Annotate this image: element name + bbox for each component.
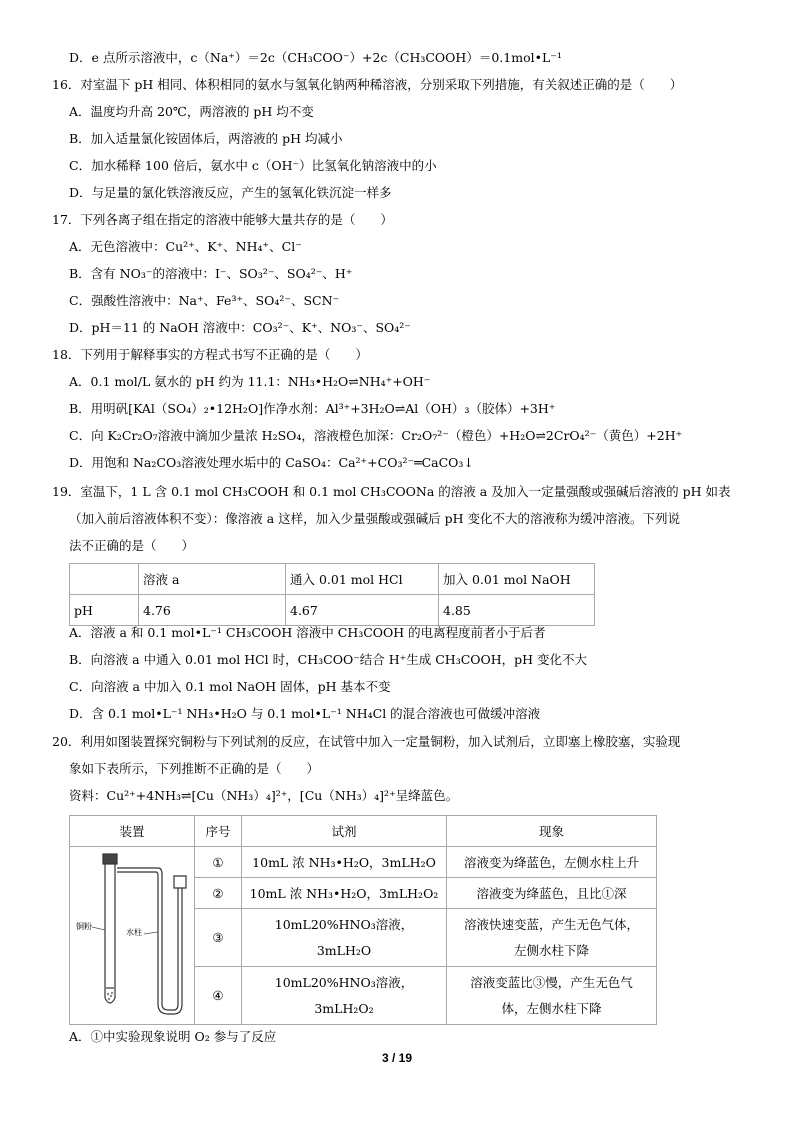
q19-stem-2: （加入前后溶液体积不变）：像溶液 a 这样，加入少量强酸或强碱后 pH 变化不大的溶液称为缓冲溶液。下列说: [69, 511, 681, 526]
exp-row-number: ①: [195, 847, 242, 878]
apparatus-cell: [70, 847, 195, 1025]
exp-reagent: 10mL 浓 NH₃•H₂O，3mLH₂O₂: [242, 878, 447, 909]
q20-stem-2: 象如下表所示，下列推断不正确的是（ ）: [69, 761, 320, 776]
q19-option-a: A．溶液 a 和 0.1 mol•L⁻¹ CH₃COOH 溶液中 CH₃COOH 的电离程度前者小于后者: [69, 625, 546, 640]
exp-reagent-cell: [242, 967, 447, 1025]
q19-option-d: D．含 0.1 mol•L⁻¹ NH₃•H₂O 与 0.1 mol•L⁻¹ NH₄Cl 的混合溶液也可做缓冲溶液: [69, 706, 541, 721]
q18-option-d: D．用饱和 Na₂CO₃溶液处理水垢中的 CaSO₄：Ca²⁺+CO₃²⁻═CaCO₃↓: [69, 455, 474, 470]
exp-observation: 左侧水柱下降: [513, 942, 589, 958]
exp-reagent: 10mL20%HNO₃溶液，: [274, 974, 414, 990]
q20-option-a: A．①中实验现象说明 O₂ 参与了反应: [69, 1029, 277, 1044]
exp-observation: 溶液变蓝比③慢，产生无色气: [470, 974, 633, 990]
q20-stem-1: 20．利用如图装置探究铜粉与下列试剂的反应，在试管中加入一定量铜粉，加入试剂后，立即塞上橡胶塞，实验现: [52, 734, 681, 749]
q19-option-b: B．向溶液 a 中通入 0.01 mol HCl 时，CH₃COO⁻结合 H⁺生成 CH₃COOH，pH 变化不大: [69, 652, 588, 667]
exp-observation: 溶液快速变蓝，产生无色气体，: [463, 916, 639, 932]
water-column-label: 水柱: [126, 928, 142, 937]
q19-stem-1: 19．室温下，1 L 含 0.1 mol CH₃COOH 和 0.1 mol CH₃COONa 的溶液 a 及加入一定量强酸或强碱后溶液的 pH 如表: [52, 484, 731, 499]
q18-stem: 18．下列用于解释事实的方程式书写不正确的是（ ）: [52, 347, 368, 362]
ph-table-cell: 4.67: [286, 595, 439, 626]
q20-reference: 资料：Cu²⁺+4NH₃⇌[Cu（NH₃）₄]²⁺，[Cu（NH₃）₄]²⁺呈绛蓝色。: [69, 788, 459, 803]
ph-table-header: 加入 0.01 mol NaOH: [439, 564, 595, 595]
exp-row-number: ②: [195, 878, 242, 909]
q19-option-c: C．向溶液 a 中加入 0.1 mol NaOH 固体，pH 基本不变: [69, 679, 391, 694]
exp-observation: 体，左侧水柱下降: [501, 1000, 602, 1016]
exp-reagent: 3mLH₂O: [316, 942, 372, 958]
q18-option-a: A．0.1 mol/L 氨水的 pH 约为 11.1：NH₃•H₂O⇌NH₄⁺+OH⁻: [69, 374, 431, 389]
exp-observation: 溶液变为绛蓝色，且比①深: [447, 878, 657, 909]
exp-reagent: 10mL 浓 NH₃•H₂O，3mLH₂O: [242, 847, 447, 878]
exp-observation-cell: [447, 909, 657, 967]
exp-reagent: 10mL20%HNO₃溶液，: [274, 916, 414, 932]
exp-table-header: 装置: [70, 816, 195, 847]
q19-stem-3: 法不正确的是（ ）: [69, 538, 195, 553]
q17-stem: 17．下列各离子组在指定的溶液中能够大量共存的是（ ）: [52, 212, 393, 227]
q17-option-c: C．强酸性溶液中：Na⁺、Fe³⁺、SO₄²⁻、SCN⁻: [69, 293, 340, 308]
q16-stem: 16．对室温下 pH 相同、体积相同的氨水与氢氧化钠两种稀溶液，分别采取下列措施，有关叙述正确的是（ ）: [52, 77, 683, 92]
q16-option-d: D．与足量的氯化铁溶液反应，产生的氢氧化铁沉淀一样多: [69, 185, 392, 200]
exp-table-header: 序号: [195, 816, 242, 847]
ph-table-rowlabel: pH: [70, 595, 139, 626]
exp-observation-cell: [447, 967, 657, 1025]
ph-table: [69, 563, 595, 626]
q18-option-c: C．向 K₂Cr₂O₇溶液中滴加少量浓 H₂SO₄，溶液橙色加深：Cr₂O₇²⁻（橙色）+H₂O⇌2CrO₄²⁻（黄色）+2H⁺: [69, 428, 683, 443]
exp-table-header: 现象: [447, 816, 657, 847]
page-number: 3 / 19: [381, 1051, 413, 1065]
q17-option-d: D．pH＝11 的 NaOH 溶液中：CO₃²⁻、K⁺、NO₃⁻、SO₄²⁻: [69, 320, 411, 335]
experiment-table: [69, 815, 657, 1025]
exp-row-number: ④: [195, 967, 242, 1025]
q17-option-b: B．含有 NO₃⁻的溶液中：I⁻、SO₃²⁻、SO₄²⁻、H⁺: [69, 266, 353, 281]
exp-table-header: 试剂: [242, 816, 447, 847]
exp-row-number: ③: [195, 909, 242, 967]
exp-reagent-cell: [242, 909, 447, 967]
q16-option-a: A．温度均升高 20℃，两溶液的 pH 均不变: [69, 104, 314, 119]
ph-table-cell: 4.85: [439, 595, 595, 626]
q17-option-a: A．无色溶液中：Cu²⁺、K⁺、NH₄⁺、Cl⁻: [69, 239, 302, 254]
exp-reagent: 3mLH₂O₂: [314, 1000, 374, 1016]
exp-observation: 溶液变为绛蓝色，左侧水柱上升: [447, 847, 657, 878]
ph-table-cell: 4.76: [139, 595, 286, 626]
ph-table-header: 溶液 a: [139, 564, 286, 595]
q16-option-c: C．加水稀释 100 倍后，氨水中 c（OH⁻）比氢氧化钠溶液中的小: [69, 158, 437, 173]
q15-option-d: D．e 点所示溶液中，c（Na⁺）＝2c（CH₃COO⁻）+2c（CH₃COOH）＝0.1mol•L⁻¹: [69, 50, 562, 65]
copper-powder-label: 铜粉: [76, 922, 92, 931]
q18-option-b: B．用明矾[KAl（SO₄）₂•12H₂O]作净水剂：Al³⁺+3H₂O⇌Al（OH）₃（胶体）+3H⁺: [69, 401, 556, 416]
q16-option-b: B．加入适量氯化铵固体后，两溶液的 pH 均减小: [69, 131, 343, 146]
ph-table-header: 通入 0.01 mol HCl: [286, 564, 439, 595]
